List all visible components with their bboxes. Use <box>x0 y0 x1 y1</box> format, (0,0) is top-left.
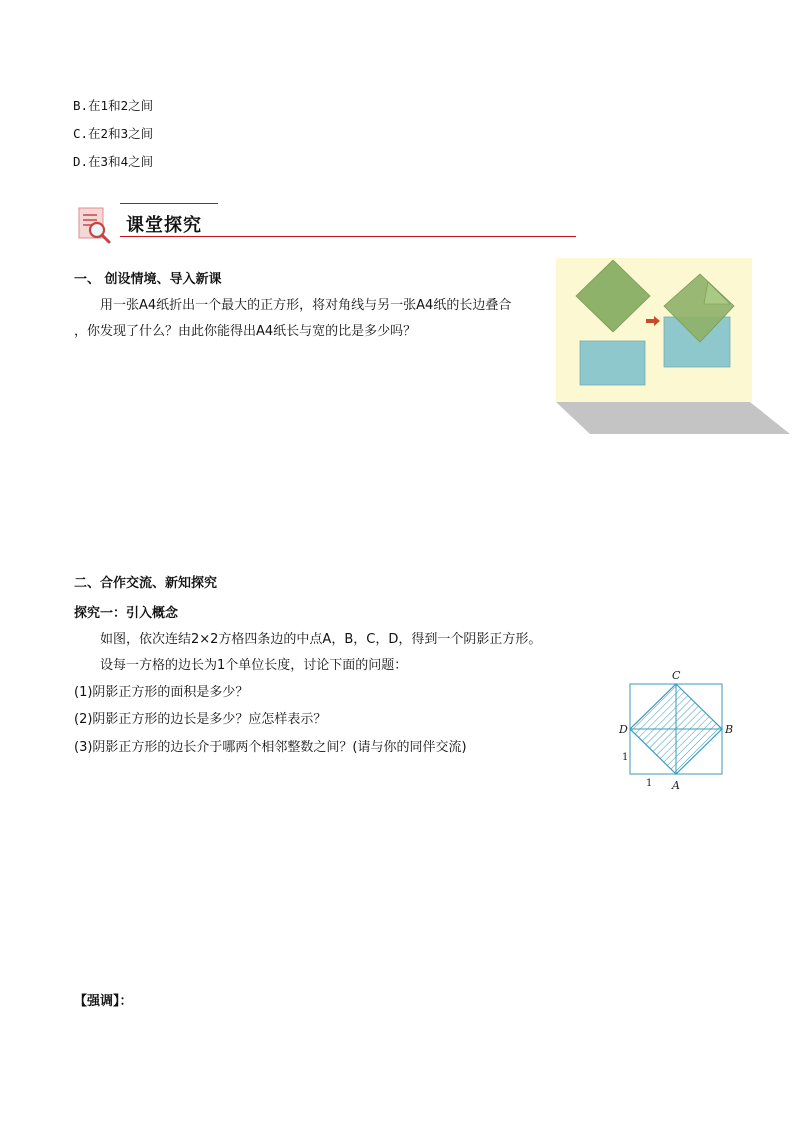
paper-folding-illustration <box>554 256 794 436</box>
unit-x: 1 <box>646 778 653 789</box>
explore-title: 探究一：引入概念 <box>74 606 179 621</box>
part2-heading: 二、合作交流、新知探究 <box>74 576 218 591</box>
section-header <box>74 203 576 245</box>
label-b: B <box>725 723 734 736</box>
label-a: A <box>672 779 680 792</box>
part1-line2: ，你发现了什么？由此你能得出A4纸长与宽的比是多少吗？ <box>74 324 417 339</box>
teal-rectangle-paper <box>580 341 645 385</box>
option-c: C.在2和3之间 <box>73 126 154 141</box>
grid-square-figure <box>616 668 740 794</box>
emphasis-label: 【强调】： <box>74 994 133 1009</box>
section-top-rule <box>120 203 218 204</box>
label-c: C <box>672 669 681 682</box>
unit-y: 1 <box>622 752 629 763</box>
part1-line1: 用一张A4纸折出一个最大的正方形，将对角线与另一张A4纸的长边叠合 <box>100 298 512 313</box>
magnifier-document-icon <box>74 205 114 245</box>
question-1: (1)阴影正方形的面积是多少？ <box>74 685 249 700</box>
label-d: D <box>619 723 628 736</box>
option-b: B.在1和2之间 <box>73 98 154 113</box>
question-3: (3)阴影正方形的边长介于哪两个相邻整数之间？(请与你的同伴交流) <box>74 740 467 755</box>
intro-line1: 如图，依次连结2×2方格四条边的中点A，B，C，D，得到一个阴影正方形。 <box>100 632 542 647</box>
section-bottom-rule <box>120 236 576 237</box>
section-title: 课堂探究 <box>126 215 202 236</box>
part1-heading: 一、 创设情境、导入新课 <box>74 272 222 287</box>
panel-shadow <box>556 402 790 434</box>
question-2: (2)阴影正方形的边长是多少？应怎样表示？ <box>74 712 327 727</box>
option-d: D.在3和4之间 <box>73 154 154 169</box>
intro-line2: 设每一方格的边长为1个单位长度，讨论下面的问题： <box>100 658 408 673</box>
